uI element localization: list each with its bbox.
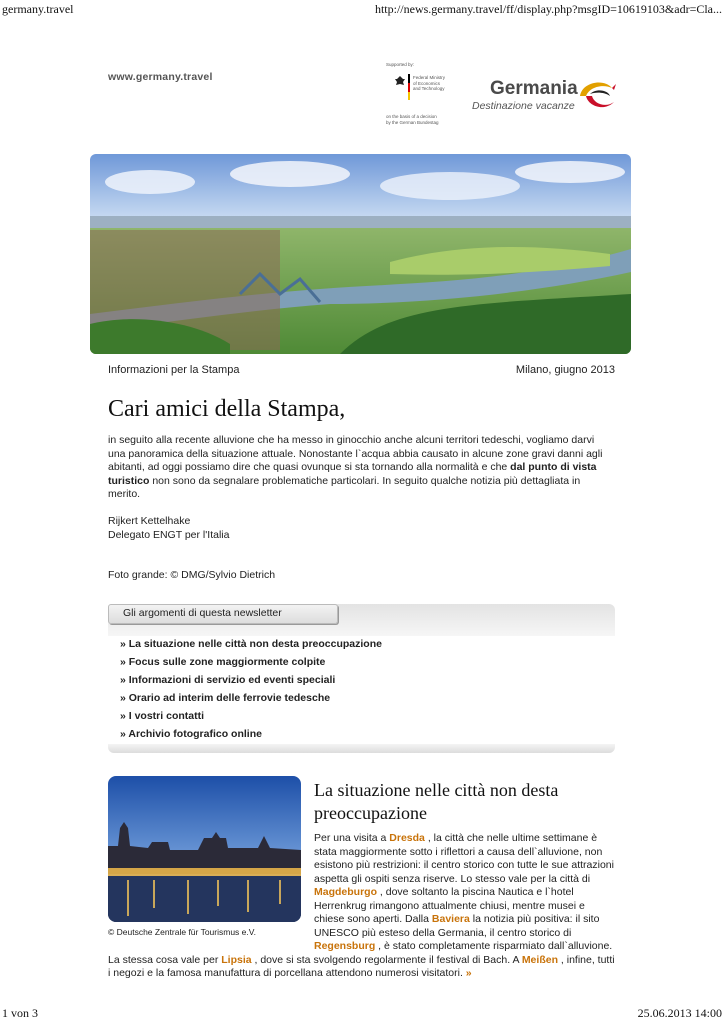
newsletter-bottom-bar (108, 744, 615, 753)
topic-link-ferrovie[interactable]: » Orario ad interim delle ferrovie tedesche (120, 692, 331, 704)
topic-link-focus[interactable]: » Focus sulle zone maggiormente colpite (120, 656, 326, 668)
section-title: La situazione nelle città non desta preoccupazione (314, 780, 559, 823)
print-header-left: germany.travel (2, 2, 74, 16)
topic-link-contatti[interactable]: » I vostri contatti (120, 710, 205, 722)
place-link[interactable]: » (465, 967, 472, 979)
print-footer-page: 1 von 3 (2, 1006, 38, 1020)
hero-image (90, 154, 631, 354)
topic-link-archivio[interactable]: » Archivio fotografico online (120, 728, 262, 740)
site-logo-text[interactable]: www.germany.travel (108, 71, 213, 83)
place-link[interactable]: Magdeburgo (314, 886, 377, 898)
image-float-spacer (108, 832, 314, 948)
place-link[interactable]: Baviera (431, 913, 470, 925)
date-location: Milano, giugno 2013 (515, 364, 615, 376)
flag-stripes (408, 74, 410, 100)
text-run: la notizia più positiva: il sito UNESCO più esteso della Germania, il centro storico di (314, 913, 600, 939)
text-run: , infine, tutti i negozi e la famosa manufattura di porcellana attendono numerosi visitatori. (108, 953, 615, 979)
newsletter-tab: Gli argomenti di questa newsletter (108, 604, 338, 624)
text-run: , la città che nelle ultime settimane è stata maggiormente sotto i riflettori a causa dell`alluvione, non esistono più restrizioni: il centro storico con tutte le sue attrazioni aspetta gli ospiti senza riserve. Lo stesso vale per la città di (314, 832, 614, 885)
place-link[interactable]: Meißen (521, 953, 558, 966)
bundestag-note: on the basis of a decision by the German Bundestag (386, 114, 439, 125)
place-link[interactable]: Lipsia (221, 953, 252, 966)
ministry-name: Federal Ministry of Economics and Technology (413, 75, 446, 91)
print-header-url: http://news.germany.travel/ff/display.php?msgID=10619103&adr=Cla... (374, 2, 722, 16)
press-info-label: Informazioni per la Stampa (108, 364, 240, 376)
place-link[interactable]: Dresda (389, 832, 425, 844)
supported-by-label: Supported by: (386, 62, 415, 67)
topic-link-servizio[interactable]: » Informazioni di servizio ed eventi speciali (120, 674, 336, 686)
photo-credit: Foto grande: © DMG/Sylvio Dietrich (108, 569, 276, 581)
eagle-emblem-icon (394, 75, 406, 89)
image-caption: © Deutsche Zentrale für Tourismus e.V. (108, 927, 256, 937)
text-run: , dove soltanto la piscina Nautica e l`hotel Herrenkrug rimangono attualmente chiusi, mentre musei e chiese sono aperti. Dalla (314, 886, 585, 925)
supported-by-block (386, 62, 456, 132)
page-title: Cari amici della Stampa, (108, 396, 346, 422)
brand-swirl-logo-icon (574, 74, 618, 118)
print-footer-date: 25.06.2013 14:00 (637, 1006, 722, 1020)
place-link[interactable]: Regensburg (314, 940, 376, 952)
signature-role: Delegato ENGT per l'Italia (108, 529, 230, 541)
topic-link-situazione[interactable]: » La situazione nelle città non desta preoccupazione (120, 638, 382, 650)
brand-tagline: Destinazione vacanze (472, 100, 575, 112)
newsletter-topic-list (120, 638, 382, 746)
text-run: Per una visita a (314, 832, 390, 844)
intro-paragraph: in seguito alla recente alluvione che ha messo in ginocchio anche alcuni territori tedeschi, vogliamo darvi una panoramica della situazione attuale. Nonostante l`acqua abbia causato in alcune zone gravi danni agli abitanti, ad oggi possiamo dire che quasi ovunque si sta tornando alla normalità e che dal punto di vista turistico non sono da segnalare problematiche particolari. In seguito qualche notizia più dettagliata in merito. (108, 434, 603, 500)
text-run: , è stato completamente risparmiato dall`alluvione. La stessa cosa vale per (108, 940, 613, 966)
signature-name: Rijkert Kettelhake (108, 515, 191, 527)
brand-name: Germania (490, 78, 578, 99)
section-paragraph (108, 832, 615, 981)
text-run: , dove si sta svolgendo regolarmente il festival di Bach. A (251, 953, 522, 966)
